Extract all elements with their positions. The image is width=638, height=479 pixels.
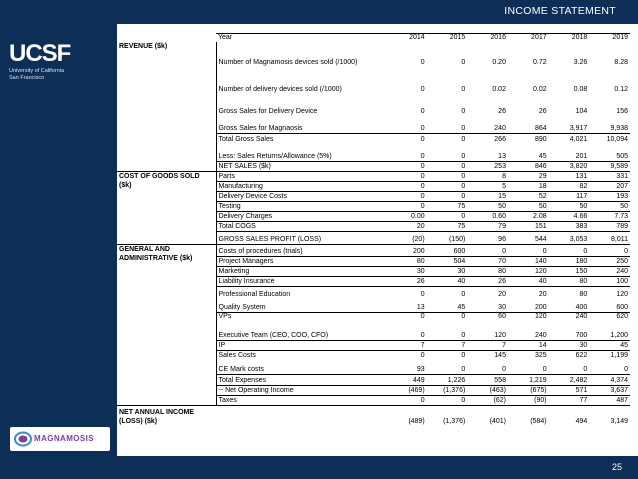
cell-value: 253: [467, 161, 508, 171]
cell-value: 4,021: [549, 133, 590, 144]
cell-value: 30: [386, 266, 427, 276]
column-header: 2018: [549, 34, 590, 43]
cell-value: 0: [427, 181, 468, 191]
cell-value: 0: [427, 191, 468, 201]
row-label: Total Expenses: [216, 374, 386, 385]
cell-value: 20: [386, 221, 427, 231]
cell-value: 789: [589, 221, 630, 231]
row-label: Testing: [216, 201, 386, 211]
cell-value: 50: [508, 201, 549, 211]
magnamosis-logo-text: MAGNAMOSIS: [34, 434, 94, 443]
cell-value: 504: [427, 256, 468, 266]
cell-value: 0.08: [573, 86, 588, 93]
table-row: [117, 171, 630, 181]
cell-value: 600: [616, 303, 628, 311]
cell-value: 325: [508, 350, 549, 360]
table-row: [117, 385, 630, 395]
cell-value: 0.00: [386, 211, 427, 221]
cell-value: 0: [427, 161, 468, 171]
cell-value: 0: [624, 365, 628, 373]
cell-value: 0: [386, 171, 427, 181]
cell-value: 3,149: [610, 418, 628, 425]
cell-value: 9,938: [610, 124, 628, 132]
cell-value: 0: [427, 171, 468, 181]
cell-value: 0: [427, 286, 468, 299]
cell-value: (20): [386, 231, 427, 244]
cell-value: 140: [508, 256, 549, 266]
cell-value: 0: [461, 331, 466, 339]
cell-value: 0.02: [492, 86, 506, 93]
cell-value: (463): [467, 385, 508, 395]
cell-value: (469): [386, 385, 427, 395]
cell-value: 80: [549, 276, 590, 286]
cell-value: 1,200: [610, 331, 628, 339]
cell-value: 5: [467, 181, 508, 191]
cell-value: 70: [467, 256, 508, 266]
cell-value: (401): [489, 418, 506, 425]
cell-value: 0: [386, 286, 427, 299]
cell-value: 1,199: [589, 350, 630, 360]
cell-value: 131: [549, 171, 590, 181]
cell-value: 7: [386, 340, 427, 350]
section-revenue: REVENUE ($k): [117, 42, 216, 171]
cell-value: 0: [427, 312, 468, 322]
cell-value: (1,376): [443, 418, 466, 425]
cell-value: 145: [467, 350, 508, 360]
cell-value: 80: [549, 286, 590, 299]
cell-value: 8.28: [614, 59, 628, 66]
cell-value: 40: [508, 276, 549, 286]
cell-value: 93: [416, 365, 425, 373]
row-label: Manufacturing: [216, 181, 386, 191]
cell-value: 383: [549, 221, 590, 231]
cell-value: 0: [461, 365, 466, 373]
cell-value: 120: [508, 312, 549, 322]
cell-value: 240: [534, 331, 547, 339]
cell-value: 505: [616, 152, 628, 160]
cell-value: 0: [427, 133, 468, 144]
cell-value: 20: [467, 286, 508, 299]
cell-value: 240: [589, 266, 630, 276]
logo-mark: UCSF: [9, 40, 71, 67]
cell-value: 0.20: [492, 59, 506, 66]
cell-value: 0: [386, 350, 427, 360]
cell-value: 571: [549, 385, 590, 395]
cell-value: 700: [575, 331, 588, 339]
cell-value: 0: [420, 86, 425, 93]
cell-value: 29: [508, 171, 549, 181]
cell-value: 80: [467, 266, 508, 276]
cell-value: 0: [542, 365, 547, 373]
row-label: Total Gross Sales: [216, 133, 386, 144]
cell-value: 207: [589, 181, 630, 191]
cell-value: 0: [461, 108, 466, 115]
row-label: Delivery Device Costs: [216, 191, 386, 201]
row-label: VPs: [216, 312, 386, 322]
row-label: Liability Insurance: [216, 276, 386, 286]
column-header: 2016: [467, 34, 508, 43]
logo-sub-line1: University of California: [9, 68, 65, 74]
cell-value: 120: [508, 266, 549, 276]
row-label: Project Managers: [216, 256, 386, 266]
cell-value: 600: [427, 244, 468, 256]
cell-value: 26: [386, 276, 427, 286]
magnamosis-logo: [10, 427, 110, 451]
row-label: Delivery Charges: [216, 211, 386, 221]
cell-value: 200: [534, 303, 547, 311]
row-label: Less: Sales Returns/Allowance (5%): [216, 144, 386, 161]
cell-value: 3,917: [569, 124, 588, 132]
row-label: Parts: [216, 171, 386, 181]
cell-value: 0: [386, 133, 427, 144]
cell-value: 0: [386, 181, 427, 191]
cell-value: 0: [461, 86, 466, 93]
cell-value: 60: [467, 312, 508, 322]
cell-value: 0: [420, 331, 425, 339]
cell-value: 82: [549, 181, 590, 191]
cell-value: 0: [461, 124, 466, 132]
row-label: NET SALES ($k): [216, 161, 386, 171]
row-label: IP: [216, 340, 386, 350]
cell-value: 0: [386, 312, 427, 322]
column-header: 2017: [508, 34, 549, 43]
cell-value: 75: [427, 201, 468, 211]
cell-value: 846: [508, 161, 549, 171]
cell-value: 100: [589, 276, 630, 286]
cell-value: 558: [467, 374, 508, 385]
logo-sub-line2: San Francisco: [9, 75, 45, 81]
cell-value: 494: [575, 418, 588, 425]
cell-value: 150: [549, 266, 590, 276]
sidebar: [0, 0, 117, 479]
cell-value: 544: [508, 231, 549, 244]
cell-value: 80: [386, 256, 427, 266]
cell-value: 193: [589, 191, 630, 201]
cell-value: 0: [427, 211, 468, 221]
row-label: Quality System: [216, 299, 386, 312]
cell-value: 79: [467, 221, 508, 231]
column-header: Year: [216, 34, 386, 43]
cell-value: 0: [420, 124, 425, 132]
cell-value: 331: [589, 171, 630, 181]
cell-value: 7: [467, 340, 508, 350]
cell-value: 400: [575, 303, 588, 311]
cell-value: 50: [467, 201, 508, 211]
cell-value: 120: [494, 331, 506, 339]
cell-value: 151: [508, 221, 549, 231]
cell-value: 0.60: [467, 211, 508, 221]
cell-value: 75: [427, 221, 468, 231]
cell-value: 7: [427, 340, 468, 350]
cell-value: 26: [498, 108, 506, 115]
cell-value: 26: [467, 276, 508, 286]
row-label: Total COGS: [216, 221, 386, 231]
section-general-admin: GENERAL AND ADMINISTRATIVE ($k): [117, 244, 216, 385]
cell-value: 0: [386, 191, 427, 201]
cell-value: 2,482: [549, 374, 590, 385]
page-number: 25: [611, 462, 622, 472]
row-label: Professional Education: [216, 286, 386, 299]
cell-value: 240: [549, 312, 590, 322]
cell-value: 0: [420, 59, 425, 66]
table-row: [117, 244, 630, 256]
cell-value: 0.12: [614, 86, 628, 93]
cell-value: 0: [583, 365, 588, 373]
row-label: Marketing: [216, 266, 386, 276]
row-label: GROSS SALES PROFIT (LOSS): [216, 231, 386, 244]
cell-value: (90): [508, 395, 549, 405]
cell-value: 3,053: [549, 231, 590, 244]
cell-value: 120: [589, 286, 630, 299]
cell-value: 156: [616, 108, 628, 115]
cell-value: 0: [461, 59, 466, 66]
cell-value: 0: [386, 201, 427, 211]
cell-value: 40: [427, 276, 468, 286]
cell-value: 0: [427, 395, 468, 405]
cell-value: 10,094: [589, 133, 630, 144]
cell-value: 30: [549, 340, 590, 350]
cell-value: 26: [538, 108, 547, 115]
table-header-row: [117, 34, 630, 43]
row-label: Gross Sales for Delivery Device: [216, 94, 386, 116]
table-row: [117, 42, 630, 67]
cell-value: 180: [549, 256, 590, 266]
cell-value: 0: [386, 395, 427, 405]
cell-value: 104: [575, 108, 588, 115]
cell-value: 30: [427, 266, 468, 276]
cell-value: 50: [549, 201, 590, 211]
cell-value: 0: [589, 244, 630, 256]
cell-value: 14: [508, 340, 549, 350]
cell-value: 15: [467, 191, 508, 201]
header-bar: [117, 0, 638, 24]
cell-value: 20: [508, 286, 549, 299]
cell-value: 1,219: [508, 374, 549, 385]
cell-value: 7.73: [589, 211, 630, 221]
cell-value: 266: [467, 133, 508, 144]
column-header: 2019: [589, 34, 630, 43]
cell-value: 1,226: [427, 374, 468, 385]
footer-bar: [117, 456, 638, 479]
cell-value: 52: [508, 191, 549, 201]
cell-value: 96: [467, 231, 508, 244]
row-label: Number of Magnamosis devices sold (/1000): [216, 42, 386, 67]
section-cell: [117, 385, 216, 395]
column-header: 2015: [427, 34, 468, 43]
cell-value: 250: [589, 256, 630, 266]
row-label: Sales Costs: [216, 350, 386, 360]
cell-value: 30: [498, 303, 506, 311]
logo-subtitle: [9, 68, 109, 82]
cell-value: 864: [534, 124, 547, 132]
row-label: Taxes: [216, 395, 386, 405]
cell-value: 0.02: [533, 86, 547, 93]
cell-value: 0: [420, 108, 425, 115]
row-label: Number of delivery devices sold (/1000): [216, 67, 386, 94]
cell-value: 8,011: [589, 231, 630, 244]
column-header: 2014: [386, 34, 427, 43]
cell-value: 200: [386, 244, 427, 256]
cell-value: 50: [589, 201, 630, 211]
cell-value: (675): [508, 385, 549, 395]
table-row: [117, 405, 630, 426]
cell-value: 45: [457, 303, 466, 311]
cell-value: 77: [549, 395, 590, 405]
cell-value: (150): [427, 231, 468, 244]
slide-title: INCOME STATEMENT: [504, 5, 616, 17]
cell-value: 117: [549, 191, 590, 201]
cell-value: 8: [467, 171, 508, 181]
cell-value: 45: [589, 340, 630, 350]
cell-value: 240: [494, 124, 506, 132]
cell-value: 890: [508, 133, 549, 144]
cell-value: 0: [549, 244, 590, 256]
cell-value: (489): [408, 418, 425, 425]
cell-value: 9,589: [589, 161, 630, 171]
cell-value: (1,376): [427, 385, 468, 395]
cell-value: 622: [549, 350, 590, 360]
cell-value: 201: [575, 152, 588, 160]
cell-value: 487: [589, 395, 630, 405]
cell-value: 3,820: [549, 161, 590, 171]
cell-value: 18: [508, 181, 549, 191]
cell-value: 0: [420, 152, 425, 160]
cell-value: 4.66: [549, 211, 590, 221]
cell-value: 0: [467, 244, 508, 256]
cell-value: 3,637: [589, 385, 630, 395]
cell-value: 3.26: [573, 59, 588, 66]
magnamosis-ring-icon: [13, 430, 33, 448]
cell-value: 0: [427, 350, 468, 360]
cell-value: (584): [530, 418, 547, 425]
cell-value: 620: [589, 312, 630, 322]
row-label: Executive Team (CEO, COO, CFO): [216, 322, 386, 340]
cell-value: 13: [498, 152, 506, 160]
cell-value: 449: [386, 374, 427, 385]
section-cell: [117, 34, 216, 43]
cell-value: 45: [538, 152, 547, 160]
cell-value: 0: [461, 152, 466, 160]
table-row: [117, 395, 630, 405]
cell-value: 13: [416, 303, 425, 311]
row-label: [216, 405, 386, 426]
cell-value: 0: [386, 161, 427, 171]
row-label: Costs of procedures (trials): [216, 244, 386, 256]
cell-value: 0.72: [533, 59, 547, 66]
cell-value: 0: [502, 365, 506, 373]
cell-value: 2.08: [508, 211, 549, 221]
section-net-income: NET ANNUAL INCOME (LOSS) ($k): [119, 409, 195, 425]
cell-value: (62): [467, 395, 508, 405]
cell-value: 0: [508, 244, 549, 256]
section-cell: [117, 395, 216, 405]
ucsf-logo: [9, 42, 109, 82]
row-label: -- Net Operating Income: [216, 385, 386, 395]
cell-value: 4,374: [589, 374, 630, 385]
row-label: CE Mark costs: [216, 360, 386, 374]
section-cogs: COST OF GOODS SOLD ($k): [117, 171, 216, 244]
row-label: Gross Sales for Magnaosis: [216, 116, 386, 133]
income-statement-table: [117, 33, 630, 426]
